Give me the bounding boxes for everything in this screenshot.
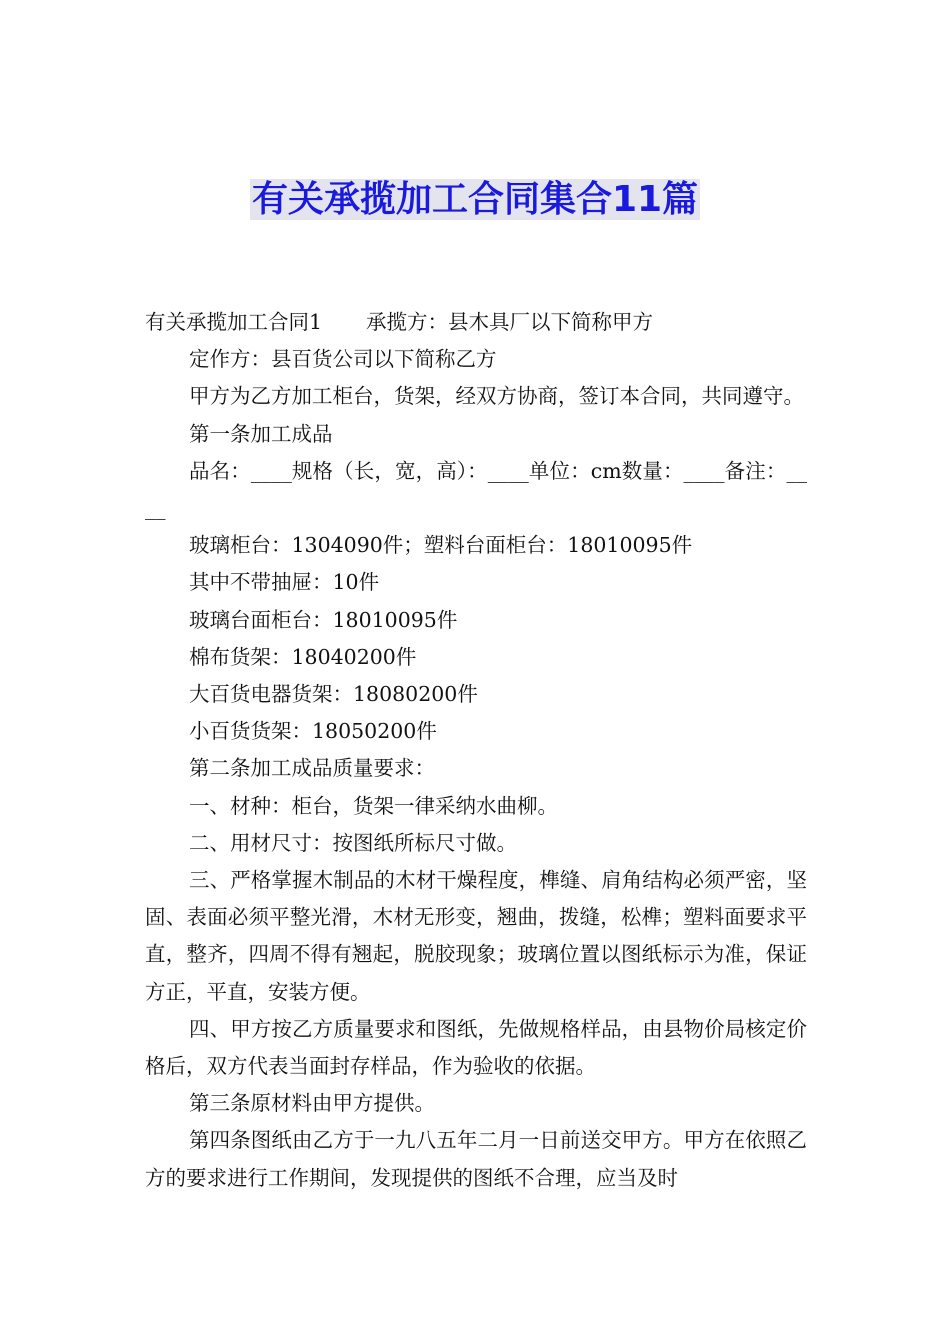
paragraph: 其中不带抽屉：10件 (189, 570, 380, 595)
paragraph: 第一条加工成品 (189, 421, 333, 446)
paragraph: 一、材种：柜台，货架一律采纳水曲柳。 (189, 793, 558, 818)
paragraph: 小百货货架：18050200件 (189, 719, 437, 744)
paragraph: 第三条原材料由甲方提供。 (189, 1091, 435, 1116)
paragraph: 棉布货架：18040200件 (189, 644, 417, 669)
paragraph: 品名：____规格（长，宽，高）：____单位：cm数量：____备注：____ (145, 458, 807, 521)
paragraph: 玻璃台面柜台：18010095件 (189, 607, 458, 632)
paragraph: 四、甲方按乙方质量要求和图纸，先做规格样品，由县物价局核定价格后，双方代表当面封存样品，作为验收的依据。 (145, 1016, 807, 1079)
paragraph: 定作方：县百货公司以下简称乙方 (189, 347, 497, 372)
paragraph: 大百货电器货架：18080200件 (189, 682, 478, 707)
paragraph: 甲方为乙方加工柜台，货架，经双方协商，签订本合同，共同遵守。 (189, 384, 804, 409)
paragraph: 三、严格掌握木制品的木材干燥程度，榫缝、肩角结构必须严密，坚固、表面必须平整光滑，木材无形变，翘曲，拨缝，松榫；塑料面要求平直，整齐，四周不得有翘起，脱胶现象；玻璃位置以图纸标示为准，保证方正，平直，安装方便。 (145, 868, 807, 1004)
paragraph: 第二条加工成品质量要求： (189, 756, 435, 781)
paragraph-first-line (145, 304, 807, 341)
document-title-text: 有关承揽加工合同集合11篇 (251, 179, 699, 220)
party-a-line: 承揽方：县木具厂以下简称甲方 (366, 310, 654, 334)
document-body (145, 304, 807, 1197)
paragraph: 二、用材尺寸：按图纸所标尺寸做。 (189, 830, 517, 855)
paragraph: 玻璃柜台：1304090件；塑料台面柜台：18010095件 (189, 533, 693, 558)
contract-heading: 有关承揽加工合同1 (145, 310, 323, 334)
paragraph: 第四条图纸由乙方于一九八五年二月一日前送交甲方。甲方在依照乙方的要求进行工作期间，发现提供的图纸不合理，应当及时 (145, 1128, 807, 1190)
document-title (0, 176, 950, 224)
